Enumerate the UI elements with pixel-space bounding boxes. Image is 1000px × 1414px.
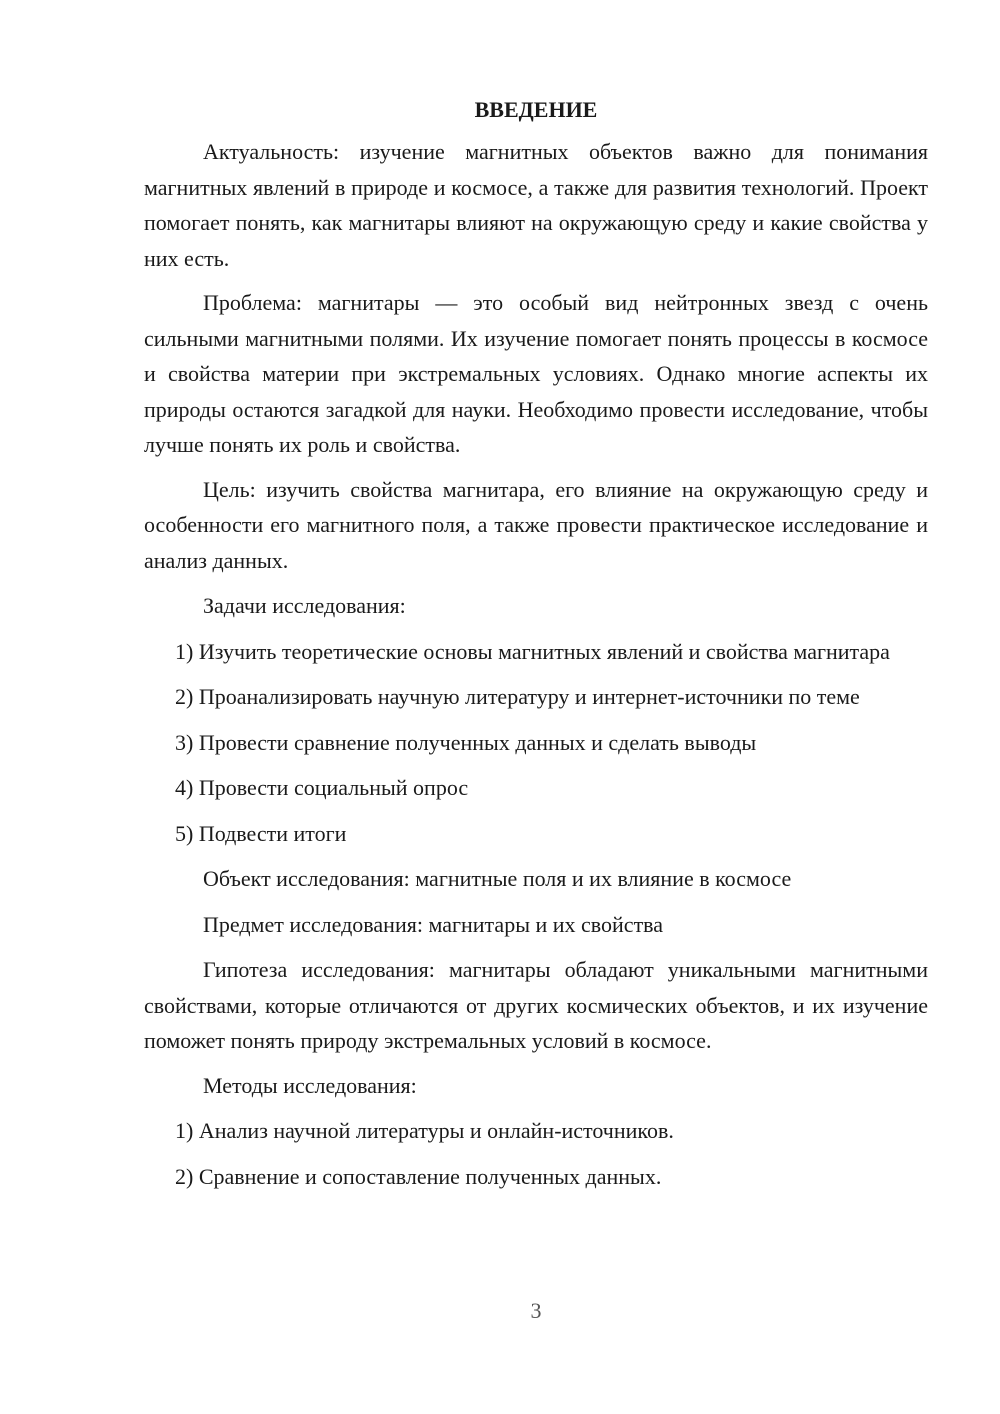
methods-heading: Методы исследования:	[203, 1072, 417, 1098]
task-item-4: 4) Провести социальный опрос	[175, 775, 469, 800]
page-number: 3	[530, 1298, 542, 1323]
task-item-2: 2) Проанализировать научную литературу и интернет-источники по теме	[175, 684, 860, 709]
task-item-5: 5) Подвести итоги	[175, 820, 347, 846]
research-object: Объект исследования: магнитные поля и их влияние в космосе	[203, 866, 792, 891]
paragraph-problem: Проблема: магнитары — это особый вид нейтронных звезд с очень сильными магнитными полями. Их изучение помогает понять процессы в космосе и свойства материи при экстремальных условиях. Однако многие аспекты их природы остаются загадкой для науки. Необходимо провести исследование, чтобы лучше понять их роль и свойства.	[144, 290, 928, 457]
paragraph-relevance: Актуальность: изучение магнитных объектов важно для понимания магнитных явлений в природе и космосе, а также для развития технологий. Проект помогает понять, как магнитары влияют на окружающую среду и какие свойства у них есть.	[144, 139, 928, 271]
research-subject: Предмет исследования: магнитары и их свойства	[203, 911, 664, 937]
paragraph-goal: Цель: изучить свойства магнитара, его влияние на окружающую среду и особенности его магнитного поля, а также провести практическое исследование и анализ данных.	[144, 476, 928, 573]
task-item-3: 3) Провести сравнение полученных данных и сделать выводы	[175, 729, 757, 755]
task-item-1: 1) Изучить теоретические основы магнитных явлений и свойства магнитара	[175, 638, 890, 664]
method-item-1: 1) Анализ научной литературы и онлайн-источников.	[175, 1118, 674, 1143]
section-title: ВВЕДЕНИЕ	[474, 97, 598, 122]
research-hypothesis: Гипотеза исследования: магнитары обладают уникальными магнитными свойствами, которые отличаются от других космических объектов, и их изучение поможет понять природу экстремальных условий в космосе.	[144, 957, 928, 1053]
tasks-heading: Задачи исследования:	[203, 593, 406, 618]
page-content	[144, 92, 928, 1194]
method-item-2: 2) Сравнение и сопоставление полученных данных.	[175, 1163, 662, 1189]
